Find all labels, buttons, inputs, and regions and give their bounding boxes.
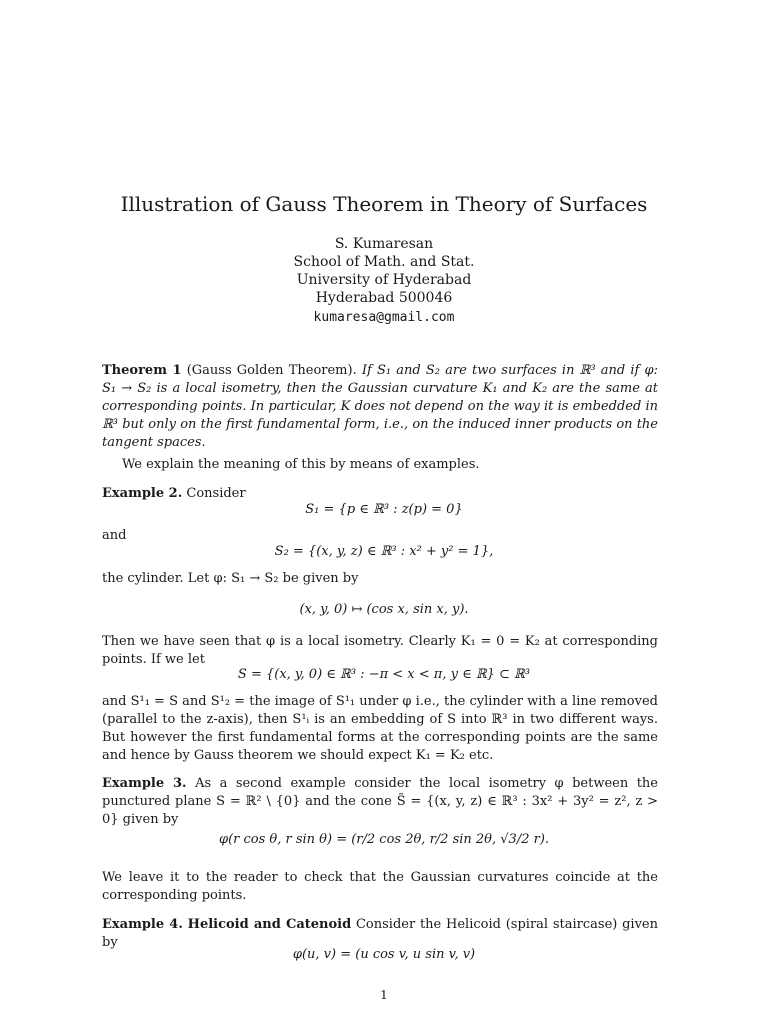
author-univ: University of Hyderabad [296, 272, 472, 288]
example-3-text-1: As a second example consider the local isometry φ between the punctured plane S = ℝ² \ {0} and the cone S̃ = {(x, y, z) ∈ ℝ³ : 3x² + 3y² = z², z > 0} given by [102, 776, 659, 827]
example-2-text-2: Then we have seen that φ is a local isometry. Clearly K₁ = 0 = K₂ at corresponding points. If we let [102, 634, 658, 667]
example-2-label: Example 2. [102, 486, 183, 501]
example-3-label: Example 3. [102, 776, 187, 791]
intro-paragraph: We explain the meaning of this by means of examples. [122, 457, 480, 472]
page-number: 1 [380, 988, 388, 1002]
author-name: S. Kumaresan [334, 236, 434, 252]
example-2-and: and [102, 528, 127, 543]
paper-title: Illustration of Gauss Theorem in Theory of Surfaces [120, 192, 648, 216]
example-4-eq-helicoid: φ(u, v) = (u cos v, u sin v, v) [292, 947, 476, 962]
example-4-text-1: Consider the Helicoid (spiral staircase) given by [102, 917, 658, 950]
author-dept: School of Math. and Stat. [293, 254, 475, 270]
example-2-eq-map: (x, y, 0) ↦ (cos x, sin x, y). [299, 602, 469, 617]
theorem-1 [102, 362, 658, 452]
example-3-eq-phi: φ(r cos θ, r sin θ) = (r/2 cos 2θ, r/2 sin 2θ, √3/2 r). [218, 832, 550, 847]
theorem-label: Theorem 1 [102, 363, 182, 378]
example-2-eq-s1: S₁ = {p ∈ ℝ³ : z(p) = 0} [305, 502, 463, 517]
author-city: Hyderabad 500046 [315, 290, 453, 306]
example-3-paragraph [102, 775, 658, 829]
example-2-lead: Consider [186, 486, 246, 501]
example-2-text-3: and S¹₁ = S and S¹₂ = the image of S¹₁ under φ i.e., the cylinder with a line removed (parallel to the z-axis), then S¹ᵢ is an embedding of S into ℝ³ in two different ways. But however the first fundamental forms at the corresponding points are the same and hence by Gauss theorem we should expect K₁ = K₂ etc. [102, 694, 658, 763]
example-2-heading [102, 485, 658, 503]
theorem-text: If S₁ and S₂ are two surfaces in ℝ³ and if φ: S₁ → S₂ is a local isometry, then the Gaussian curvature K₁ and K₂ are the same at corresponding points. In particular, K does not depend on the way it is embedded in ℝ³ but only on the first fundamental form, i.e., on the induced inner products on the tangent spaces. [102, 363, 659, 450]
example-2-eq-s2: S₂ = {(x, y, z) ∈ ℝ³ : x² + y² = 1}, [274, 544, 494, 559]
example-2-eq-s: S = {(x, y, 0) ∈ ℝ³ : −π < x < π, y ∈ ℝ} ⊂ ℝ³ [237, 667, 531, 682]
theorem-name: (Gauss Golden Theorem). [186, 363, 357, 378]
example-4-label: Example 4. [102, 917, 183, 932]
example-4-heading: Helicoid and Catenoid [187, 917, 352, 932]
example-3-text-2: We leave it to the reader to check that the Gaussian curvatures coincide at the corresponding points. [102, 870, 658, 903]
author-email[interactable]: kumaresa@gmail.com [313, 310, 455, 325]
example-2-text-1: the cylinder. Let φ: S₁ → S₂ be given by [102, 571, 359, 586]
